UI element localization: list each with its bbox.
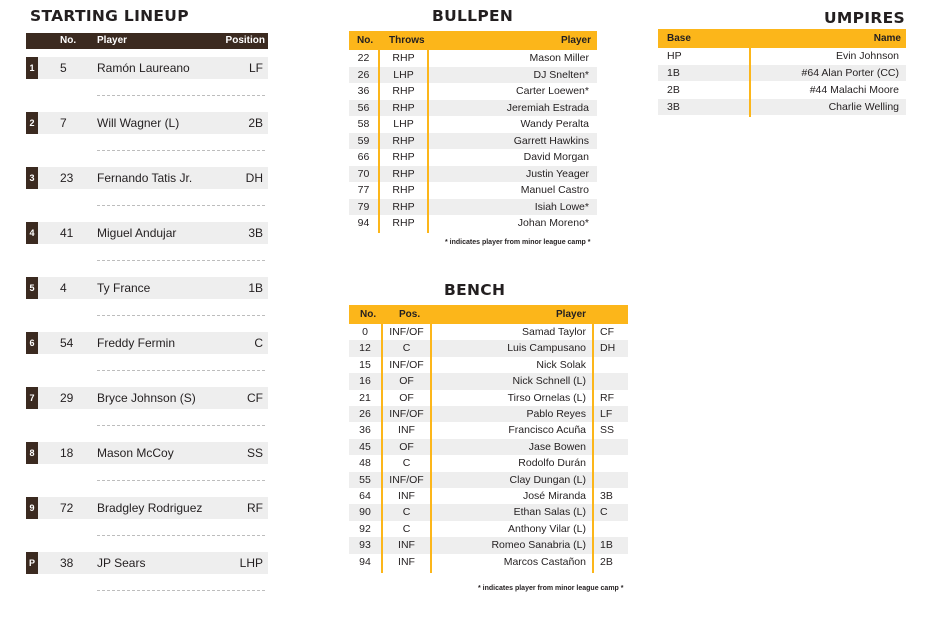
bullpen-number: 79	[357, 200, 370, 213]
bench-row	[349, 340, 628, 356]
lineup-title: STARTING LINEUP	[30, 7, 189, 25]
batting-order-badge: 2	[26, 112, 38, 134]
bullpen-row	[349, 50, 597, 66]
lineup-row	[26, 442, 268, 497]
bench-position: OF	[399, 440, 414, 453]
lineup-player-name: Fernando Tatis Jr.	[97, 171, 193, 185]
lineup-row-main	[26, 167, 268, 189]
bullpen-throws: RHP	[392, 85, 415, 97]
lineup-header-position: Position	[225, 35, 265, 46]
bench-row	[349, 324, 628, 340]
lineup-position: 1B	[248, 281, 263, 295]
lineup-row-main	[26, 112, 268, 134]
batting-order-badge: 9	[26, 497, 38, 519]
bench-header-no: No.	[360, 309, 377, 320]
bench-row	[349, 357, 628, 373]
umpire-base: 1B	[667, 67, 680, 79]
lineup-number: 29	[60, 391, 74, 405]
bench-player: Romeo Sanabria (L)	[491, 539, 586, 552]
bench-player: Clay Dungan (L)	[509, 473, 586, 486]
lineup-position: SS	[246, 446, 263, 460]
lineup-row-main	[26, 277, 268, 299]
bench-number: 55	[359, 473, 371, 486]
bench-assignment: SS	[600, 424, 615, 437]
lineup-position: 2B	[248, 116, 263, 130]
bullpen-table	[349, 31, 597, 233]
bench-position: INF/OF	[389, 358, 424, 371]
bench-row	[349, 537, 628, 553]
bench-player: Francisco Acuña	[508, 424, 586, 437]
bullpen-player: Johan Moreno*	[517, 217, 589, 229]
lineup-number: 7	[60, 116, 67, 130]
bench-number: 93	[359, 539, 371, 552]
umpires-table	[658, 29, 906, 117]
bench-player: Marcos Castañon	[503, 555, 586, 568]
lineup-player-name: Miguel Andujar	[97, 226, 177, 240]
bench-divider-2	[430, 324, 432, 573]
bullpen-header-player: Player	[560, 35, 591, 46]
umpire-name: #64 Alan Porter (CC)	[801, 67, 899, 79]
umpire-row	[658, 82, 906, 98]
bench-number: 15	[359, 358, 371, 371]
bench-divider-3	[592, 324, 594, 573]
lineup-position: DH	[245, 171, 263, 185]
bench-row	[349, 422, 628, 438]
umpire-base: HP	[667, 50, 682, 62]
lineup-header-player: Player	[97, 35, 128, 46]
bullpen-number: 22	[357, 52, 370, 64]
lineup-player-name: Mason McCoy	[97, 446, 174, 460]
batting-order-badge: P	[26, 552, 38, 574]
lineup-row	[26, 222, 268, 277]
bullpen-number: 77	[357, 184, 370, 196]
lineup-player-name: Ty France	[97, 281, 151, 295]
bench-row	[349, 472, 628, 488]
bench-divider-1	[381, 324, 383, 573]
lineup-row-main	[26, 387, 268, 409]
bench-position: OF	[399, 391, 414, 404]
lineup-number: 72	[60, 501, 74, 515]
substitution-line	[97, 260, 265, 261]
batting-order-badge: 1	[26, 57, 38, 79]
batting-order-badge: 7	[26, 387, 38, 409]
lineup-row-main	[26, 222, 268, 244]
bench-position: INF/OF	[389, 473, 424, 486]
lineup-row	[26, 167, 268, 222]
bench-position: C	[402, 506, 411, 519]
lineup-position: CF	[247, 391, 263, 405]
bench-position: C	[402, 522, 411, 535]
bullpen-throws: RHP	[392, 101, 415, 114]
bench-assignment: 3B	[600, 490, 613, 502]
bench-header-pos: Pos.	[399, 309, 421, 320]
bench-row	[349, 406, 628, 422]
bench-player: Tirso Ornelas (L)	[507, 391, 586, 404]
bench-number: 0	[362, 326, 368, 338]
bullpen-throws: RHP	[392, 167, 415, 180]
lineup-row	[26, 277, 268, 332]
umpire-base: 2B	[667, 84, 680, 96]
bullpen-number: 26	[357, 68, 370, 81]
bench-number: 90	[359, 506, 371, 519]
bullpen-row	[349, 67, 597, 83]
substitution-line	[97, 590, 265, 591]
bullpen-row	[349, 133, 597, 149]
umpires-title: UMPIRES	[824, 9, 905, 27]
bench-player: José Miranda	[522, 490, 586, 502]
lineup-position: C	[254, 336, 263, 350]
bullpen-player: Garrett Hawkins	[513, 134, 589, 147]
bench-number: 21	[359, 391, 371, 404]
bench-assignment: 1B	[600, 539, 613, 552]
bullpen-number: 58	[357, 118, 370, 130]
lineup-number: 41	[60, 226, 74, 240]
lineup-player-name: Freddy Fermin	[97, 336, 176, 350]
bullpen-number: 56	[357, 101, 370, 114]
bullpen-header-throws: Throws	[389, 35, 425, 46]
umpires-header	[658, 29, 906, 48]
lineup-position: LHP	[239, 556, 263, 570]
bullpen-row	[349, 215, 597, 231]
bullpen-throws: RHP	[392, 134, 415, 147]
bullpen-player: Manuel Castro	[520, 184, 589, 196]
bench-player: Anthony Vilar (L)	[507, 522, 586, 535]
bullpen-throws: RHP	[392, 52, 415, 64]
batting-order-badge: 3	[26, 167, 38, 189]
bench-note: * indicates player from minor league camp *	[478, 585, 624, 592]
bench-player: Pablo Reyes	[526, 408, 586, 420]
umpire-row	[658, 99, 906, 115]
bullpen-player: DJ Snelten*	[533, 68, 589, 81]
umpires-header-base: Base	[667, 33, 691, 44]
bullpen-divider-2	[427, 50, 429, 233]
bench-player: Luis Campusano	[507, 342, 586, 355]
bullpen-player: Mason Miller	[529, 52, 589, 64]
batting-order-badge: 6	[26, 332, 38, 354]
bullpen-title: BULLPEN	[432, 7, 514, 25]
lineup-row	[26, 387, 268, 442]
bench-row	[349, 554, 628, 570]
lineup-row-main	[26, 552, 268, 574]
bench-number: 12	[359, 342, 371, 355]
lineup-player-name: Ramón Laureano	[97, 61, 190, 75]
bench-player: Samad Taylor	[521, 326, 586, 338]
bench-number: 45	[359, 440, 371, 453]
bullpen-throws: RHP	[392, 184, 415, 196]
bullpen-player: Wandy Peralta	[520, 118, 589, 130]
bench-row	[349, 488, 628, 504]
bench-number: 48	[359, 457, 371, 470]
bench-row	[349, 521, 628, 537]
bullpen-throws: RHP	[392, 217, 415, 229]
bench-player: Nick Solak	[536, 358, 586, 371]
lineup-player-name: Bryce Johnson (S)	[97, 391, 196, 405]
substitution-line	[97, 150, 265, 151]
batting-order-badge: 5	[26, 277, 38, 299]
substitution-line	[97, 315, 265, 316]
bullpen-header	[349, 31, 597, 50]
bench-number: 36	[359, 424, 371, 437]
bench-player: Nick Schnell (L)	[512, 375, 586, 388]
bench-position: OF	[399, 375, 414, 388]
bench-assignment: DH	[600, 342, 616, 355]
umpire-row	[658, 48, 906, 64]
umpire-name: Charlie Welling	[828, 101, 899, 113]
lineup-row	[26, 332, 268, 387]
bench-position: INF/OF	[389, 408, 424, 420]
bullpen-number: 70	[357, 167, 370, 180]
lineup-header	[26, 33, 268, 49]
bullpen-note: * indicates player from minor league camp *	[445, 239, 591, 246]
bench-player: Rodolfo Durán	[518, 457, 586, 470]
substitution-line	[97, 95, 265, 96]
bench-assignment: 2B	[600, 555, 613, 568]
bullpen-throws: LHP	[393, 118, 414, 130]
bullpen-header-no: No.	[357, 35, 374, 46]
bench-player: Ethan Salas (L)	[513, 506, 586, 519]
bench-position: C	[402, 457, 411, 470]
batting-order-badge: 4	[26, 222, 38, 244]
lineup-player-name: Bradgley Rodriguez	[97, 501, 203, 515]
bullpen-throws: RHP	[392, 151, 415, 163]
lineup-position: RF	[247, 501, 263, 515]
bullpen-row	[349, 83, 597, 99]
substitution-line	[97, 425, 265, 426]
bullpen-player: David Morgan	[523, 151, 589, 163]
lineup-number: 18	[60, 446, 74, 460]
bench-position: INF	[398, 424, 415, 437]
bench-header-player: Player	[556, 309, 587, 320]
bullpen-row	[349, 149, 597, 165]
bench-position: C	[402, 342, 411, 355]
substitution-line	[97, 535, 265, 536]
bench-number: 26	[359, 408, 371, 420]
lineup-row-main	[26, 497, 268, 519]
bullpen-number: 66	[357, 151, 370, 163]
lineup-row	[26, 552, 268, 607]
bench-title: BENCH	[444, 281, 506, 299]
bench-number: 92	[359, 522, 371, 535]
batting-order-badge: 8	[26, 442, 38, 464]
bench-assignment: RF	[600, 391, 614, 404]
bench-assignment: LF	[600, 408, 613, 420]
bench-row	[349, 439, 628, 455]
umpire-base: 3B	[667, 101, 680, 113]
substitution-line	[97, 370, 265, 371]
bench-header	[349, 305, 628, 324]
bench-number: 64	[359, 490, 371, 502]
bullpen-row	[349, 100, 597, 116]
bullpen-number: 36	[357, 85, 370, 97]
bench-row	[349, 390, 628, 406]
lineup-number: 4	[60, 281, 67, 295]
bullpen-player: Justin Yeager	[525, 167, 589, 180]
lineup-position: LF	[248, 61, 263, 75]
substitution-line	[97, 205, 265, 206]
umpire-name: #44 Malachi Moore	[809, 84, 899, 96]
bullpen-player: Jeremiah Estrada	[506, 101, 589, 114]
bullpen-throws: LHP	[393, 68, 414, 81]
bench-assignment: CF	[600, 326, 614, 338]
bench-number: 94	[359, 555, 371, 568]
umpires-divider	[749, 48, 751, 117]
bench-position: INF	[398, 490, 415, 502]
lineup-row	[26, 497, 268, 552]
bullpen-player: Carter Loewen*	[516, 85, 589, 97]
bullpen-row	[349, 199, 597, 215]
lineup-number: 23	[60, 171, 74, 185]
bench-position: INF	[398, 555, 415, 568]
bullpen-player: Isiah Lowe*	[534, 200, 589, 213]
lineup-player-name: JP Sears	[97, 556, 146, 570]
lineup-number: 38	[60, 556, 74, 570]
bench-position: INF/OF	[389, 326, 424, 338]
bench-row	[349, 455, 628, 471]
bench-player: Jase Bowen	[528, 440, 586, 453]
lineup-row-main	[26, 442, 268, 464]
lineup-header-no: No.	[60, 35, 77, 46]
bullpen-throws: RHP	[392, 200, 415, 213]
lineup-row-main	[26, 332, 268, 354]
lineup-number: 54	[60, 336, 74, 350]
bench-assignment: C	[600, 506, 608, 519]
umpire-row	[658, 65, 906, 81]
substitution-line	[97, 480, 265, 481]
bench-row	[349, 373, 628, 389]
umpire-name: Evin Johnson	[835, 50, 899, 62]
bench-position: INF	[398, 539, 415, 552]
bullpen-row	[349, 182, 597, 198]
lineup-number: 5	[60, 61, 67, 75]
lineup-player-name: Will Wagner (L)	[97, 116, 180, 130]
umpires-header-name: Name	[873, 33, 901, 44]
bullpen-row	[349, 116, 597, 132]
lineup-row	[26, 112, 268, 167]
lineup-position: 3B	[248, 226, 263, 240]
bullpen-number: 59	[357, 134, 370, 147]
bench-row	[349, 504, 628, 520]
lineup-row-main	[26, 57, 268, 79]
bench-table	[349, 305, 628, 573]
bullpen-number: 94	[357, 217, 370, 229]
lineup-row	[26, 57, 268, 112]
bullpen-divider-1	[378, 50, 380, 233]
bullpen-row	[349, 166, 597, 182]
bench-number: 16	[359, 375, 371, 388]
